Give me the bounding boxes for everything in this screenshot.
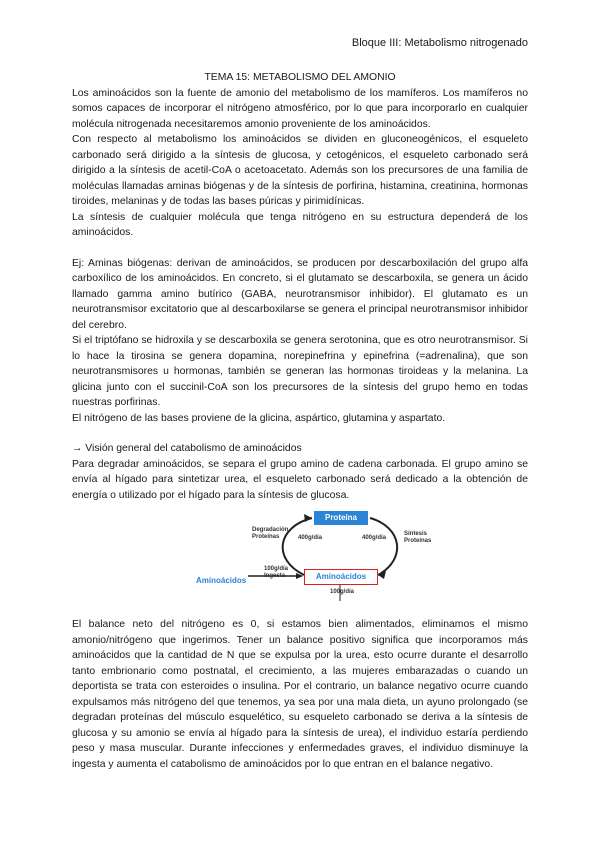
synthesis-rate-label: 400g/día xyxy=(362,535,387,541)
paragraph-bases: El nitrógeno de las bases proviene de la glicina, aspártico, glutamina y aspartato. xyxy=(72,412,446,424)
paragraph-catabolism: Para degradar aminoácidos, se separa el grupo amino de cadena carbonada. El grupo amino se envía al hígado para sintetizar urea, el esqueleto carbonado será dedicado a la obtención de energía o utilizado por el hígado para la síntesis de glucosa. xyxy=(72,458,528,501)
nitrogen-cycle-diagram xyxy=(72,509,528,607)
paragraph-nitrogen-balance: El balance neto del nitrógeno es 0, si estamos bien alimentados, eliminamos el mismo amonio/nitrógeno que ingerimos. Tener un balance positivo significa que incorporamos más aminoácidos que la cantidad de N que se expulsa por la urea, esto ocurre durante el desarrollo tanto embrionario como postnatal, el crecimiento, a las mujeres embarazadas o cuando un deportista se trata con esteroides o insulina. Por el contrario, un balance negativo ocurre cuando expulsamos más nitrógeno del que tenemos, ya sea por una mala dieta, un ayuno prolongado (se degradan proteínas del músculo esquelético, su esqueleto carbonado se deriva a la síntesis de glucosa y su amonio se envía al hígado para la síntesis de urea), el individuo estaría perdiendo peso y masa muscular. Durante infecciones y enfermedades graves, el individuo disminuye la ingesta y aumenta el catabolismo de aminoácidos por lo que entran en el balance negativo. xyxy=(72,619,528,770)
paragraph-intro: Los aminoácidos son la fuente de amonio del metabolismo de los mamíferos. Los mamíferos no somos capaces de incorporar el nitrógeno atmosférico, por lo que para incorporarlo en cualquier molécula nitrogenada necesitaremos amonio proveniente de los aminoácidos. xyxy=(72,87,528,130)
amino-acids-source-label: Aminoácidos xyxy=(196,576,247,585)
paragraph-synthesis: La síntesis de cualquier molécula que tenga nitrógeno en su estructura dependerá de los aminoácidos. xyxy=(72,211,528,238)
diagram-arrows xyxy=(72,509,528,607)
section-heading: → Visión general del catabolismo de aminoácidos xyxy=(72,443,302,454)
page-header: Bloque III: Metabolismo nitrogenado xyxy=(351,37,528,49)
protein-box: Proteína xyxy=(314,511,368,525)
degradation-label: Degradación Proteínas xyxy=(252,527,289,540)
output-rate-label: 100g/día xyxy=(330,589,355,595)
amino-acids-box: Aminoácidos xyxy=(304,569,378,585)
paragraph-amines: Ej: Aminas biógenas: derivan de aminoácidos, se producen por descarboxilación del grupo alfa carboxílico de los aminoácidos. En concreto, si el glutamato se descarboxila, se genera un ácido llamado gamma amino butírico (GABA, neurotransmisor inhibidor). El glutamato es un neurotransmisor excitatorio que al descarboxilarse se genera el principal neurotransmisor inhibidor del cerebro. xyxy=(72,257,528,331)
document-body xyxy=(72,70,528,772)
paragraph-metabolism: Con respecto al metabolismo los aminoácidos se dividen en gluconeogénicos, el esqueleto carbonado será dirigido a la síntesis de glucosa, y cetogénicos, el esqueleto carbonado será dirigido a la síntesis de acetil-CoA o acetoacetato. Además son los precursores de una familia de moléculas llamadas aminas biógenas y de la síntesis de porfirina, histamina, creatinina, hormonas tiroides, melaninas y de todas las bases púricas y pirimidínicas. xyxy=(72,134,528,207)
degradation-rate-label: 400g/día xyxy=(298,535,323,541)
page-title: TEMA 15: METABOLISMO DEL AMONIO xyxy=(204,72,396,83)
paragraph-neurotransmitters: Si el triptófano se hidroxila y se descarboxila se genera serotonina, que es otro neurotransmisor. Si lo hace la tirosina se genera dopamina, norepinefrina y epinefrina (=adrenalina), que son neurotransmisores u hormonas, también se generan las hormonas tiroideas y la melanina. La glicina junto con el succinil-CoA son los precursores de la síntesis del grupo hemo en todas nuestras porfirinas. xyxy=(72,335,528,408)
intake-label: 100g/día Ingesta xyxy=(264,566,289,579)
synthesis-label: Síntesis Proteínas xyxy=(404,531,432,544)
